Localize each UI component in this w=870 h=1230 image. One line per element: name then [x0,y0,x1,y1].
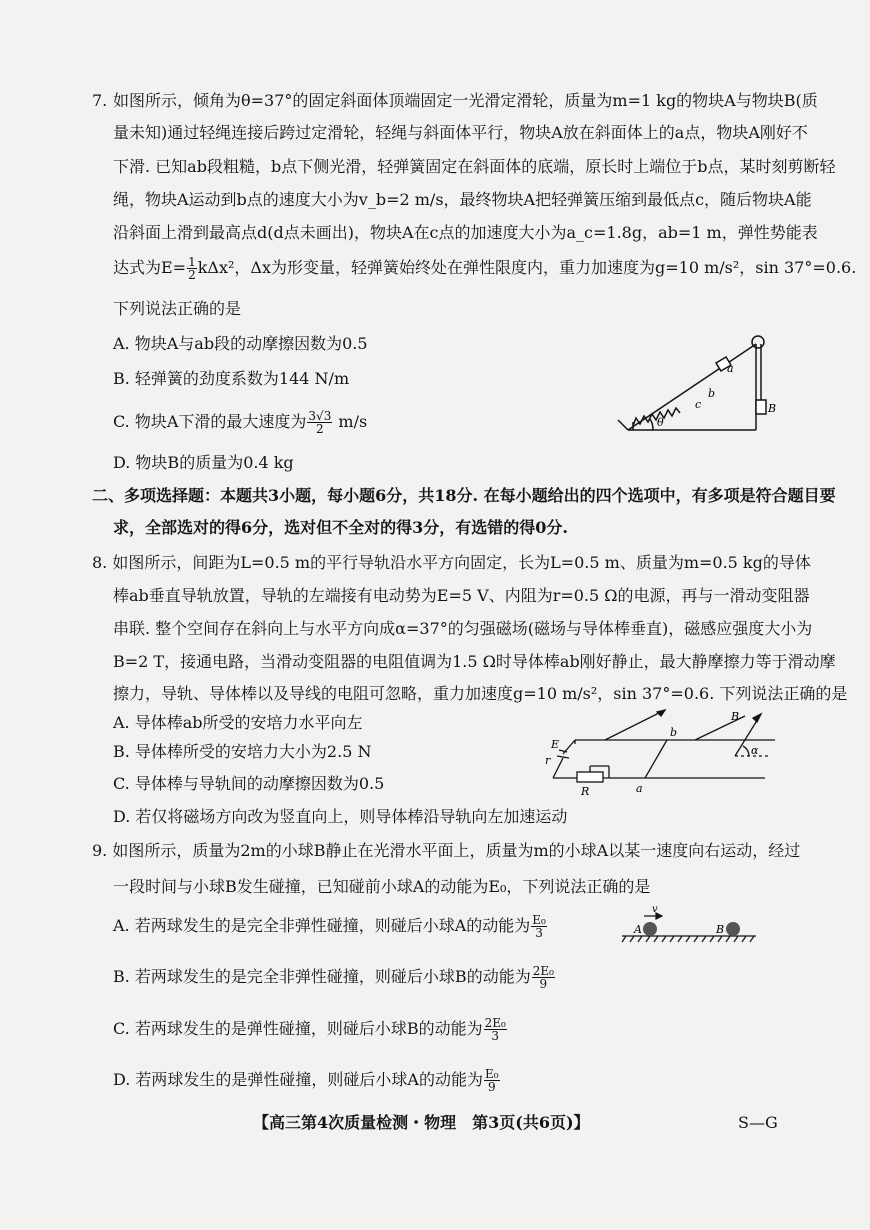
q7-number: 7. [92,91,108,110]
battery-plate [557,756,569,758]
label-b: b [708,387,716,400]
q9-stem-line: 9. 如图所示，质量为2m的小球B静止在光滑水平面上，质量为m的小球A以某一速度向右运动，经过 [92,841,801,860]
q7-stem-line: 绳，物块A运动到b点的速度大小为v_b=2 m/s，最终物块A把轻弹簧压缩到最低点c，随后物块A能 [113,190,812,209]
q8-stem-line: B=2 T，接通电路，当滑动变阻器的电阻值调为1.5 Ω时导体棒ab刚好静止，最大静摩擦力等于滑动摩 [113,652,836,671]
q7-option-c: C. 物块A下滑的最大速度为 $\frac{3√3}{2}$ m/s [113,409,368,436]
q8-option-c: C. 导体棒与导轨间的动摩擦因数为0.5 [113,774,385,793]
incline-surface [628,344,756,430]
label-B: B [716,923,725,936]
footer-code: S—G [738,1113,778,1132]
q9-option-d: D. 若两球发生的是弹性碰撞，则碰后小球A的动能为 $\frac{\text{E₀}}{9}$ [113,1067,499,1094]
q7-stem-line: 如图所示，倾角为θ=37°的固定斜面体顶端固定一光滑定滑轮，质量为m=1 kg的物块A与物块B(质 [113,91,818,110]
label-a: a [727,362,734,375]
fraction: $\frac{\text{2E₀}}{3}$ [484,1016,506,1043]
angle-arc [650,419,653,430]
label-b: b [670,726,678,739]
q9-option-b: B. 若两球发生的是完全非弹性碰撞，则碰后小球B的动能为 $\frac{\text{2E₀}}{9}$ [113,964,554,991]
label-A: A [634,923,642,936]
q8-option-d: D. 若仅将磁场方向改为竖直向上，则导体棒沿导轨向左加速运动 [113,807,568,826]
section-heading: 二、多项选择题：本题共3小题，每小题6分，共18分. 在每小题给出的四个选项中，有多项是符合题目要 [92,486,836,505]
label-c: c [695,398,702,411]
page-footer: 【高三第4次质量检测・物理 第3页(共6页)】 [253,1113,590,1132]
label-R: R [581,785,590,798]
fraction: $\frac{\text{2E₀}}{9}$ [532,964,554,991]
block-b-icon [756,400,766,414]
section-heading-cont: 求，全部选对的得6分，选对但不全对的得3分，有选错的得0分. [113,518,568,537]
q8-stem-line: 擦力，导轨、导体棒以及导线的电阻可忽略，重力加速度g=10 m/s²，sin 37°=0.6. 下列说法正确的是 [113,684,848,703]
q7-option-b: B. 轻弹簧的劲度系数为144 N/m [113,369,350,388]
q9-stem-line: 一段时间与小球B发生碰撞，已知碰前小球A的动能为E₀，下列说法正确的是 [113,877,651,896]
pulley-icon [752,336,764,348]
label-B: B [768,402,777,415]
incline-figure [598,330,798,440]
label-r: r [545,754,551,767]
label-B: B [731,710,740,723]
collision-figure [618,904,758,944]
q7-option-d: D. 物块B的质量为0.4 kg [113,453,294,472]
q7-option-a: A. 物块A与ab段的动摩擦因数为0.5 [113,334,368,353]
angle-arc [743,746,749,756]
label-E: E [551,738,560,751]
incline-base-hatch-left [618,420,628,430]
fraction: $\frac{1}{2}$ [188,255,196,282]
q7-stem-line: 下滑. 已知ab段粗糙，b点下侧光滑，轻弹簧固定在斜面体的底端，原长时上端位于b点，某时刻剪断轻 [113,157,836,176]
q7-stem-line: 量未知)通过轻绳连接后跨过定滑轮，轻绳与斜面体平行，物块A放在斜面体上的a点，物块A刚好不 [113,123,808,142]
label-v: v [652,904,658,915]
ball-a-icon [643,922,657,936]
q8-stem-line: 8. 如图所示，间距为L=0.5 m的平行导轨沿水平方向固定，长为L=0.5 m、质量为m=0.5 kg的导体 [92,553,811,572]
q8-stem-line: 串联. 整个空间存在斜向上与水平方向成α=37°的匀强磁场(磁场与导体棒垂直)，磁感应强度大小为 [113,619,813,638]
rail-circuit-figure [535,706,785,800]
rheostat-icon [577,772,603,782]
q9-option-c: C. 若两球发生的是弹性碰撞，则碰后小球B的动能为 $\frac{\text{2E₀}}{3}$ [113,1016,506,1043]
field-line [605,710,665,740]
fraction: $\frac{\text{E₀}}{3}$ [532,913,546,940]
q8-option-b: B. 导体棒所受的安培力大小为2.5 N [113,742,372,761]
ball-b-icon [726,922,740,936]
label-theta: θ [657,416,664,429]
q7-stem-end: 下列说法正确的是 [113,299,242,318]
label-alpha: α [751,744,759,757]
q7-stem-line: 达式为E= $\frac{1}{2}$ kΔx²，Δx为形变量，轻弹簧始终处在弹性限度内，重力加速度为g=10 m/s²，sin 37°=0.6. [113,255,857,282]
conductor-rod-ab [645,740,667,778]
q8-stem-line: 棒ab垂直导轨放置，导轨的左端接有电动势为E=5 V、内阻为r=0.5 Ω的电源，再与一滑动变阻器 [113,586,810,605]
fraction: $\frac{3√3}{2}$ [308,409,332,436]
label-a: a [636,782,643,795]
q9-option-a: A. 若两球发生的是完全非弹性碰撞，则碰后小球A的动能为 $\frac{\text{E₀}}{3}$ [113,913,546,940]
fraction: $\frac{\text{E₀}}{9}$ [485,1067,499,1094]
q7-stem-line: 沿斜面上滑到最高点d(d点未画出)，物块A在c点的加速度大小为a_c=1.8g，ab=1 m，弹性势能表 [113,223,818,242]
q8-option-a: A. 导体棒ab所受的安培力水平向左 [113,713,363,732]
